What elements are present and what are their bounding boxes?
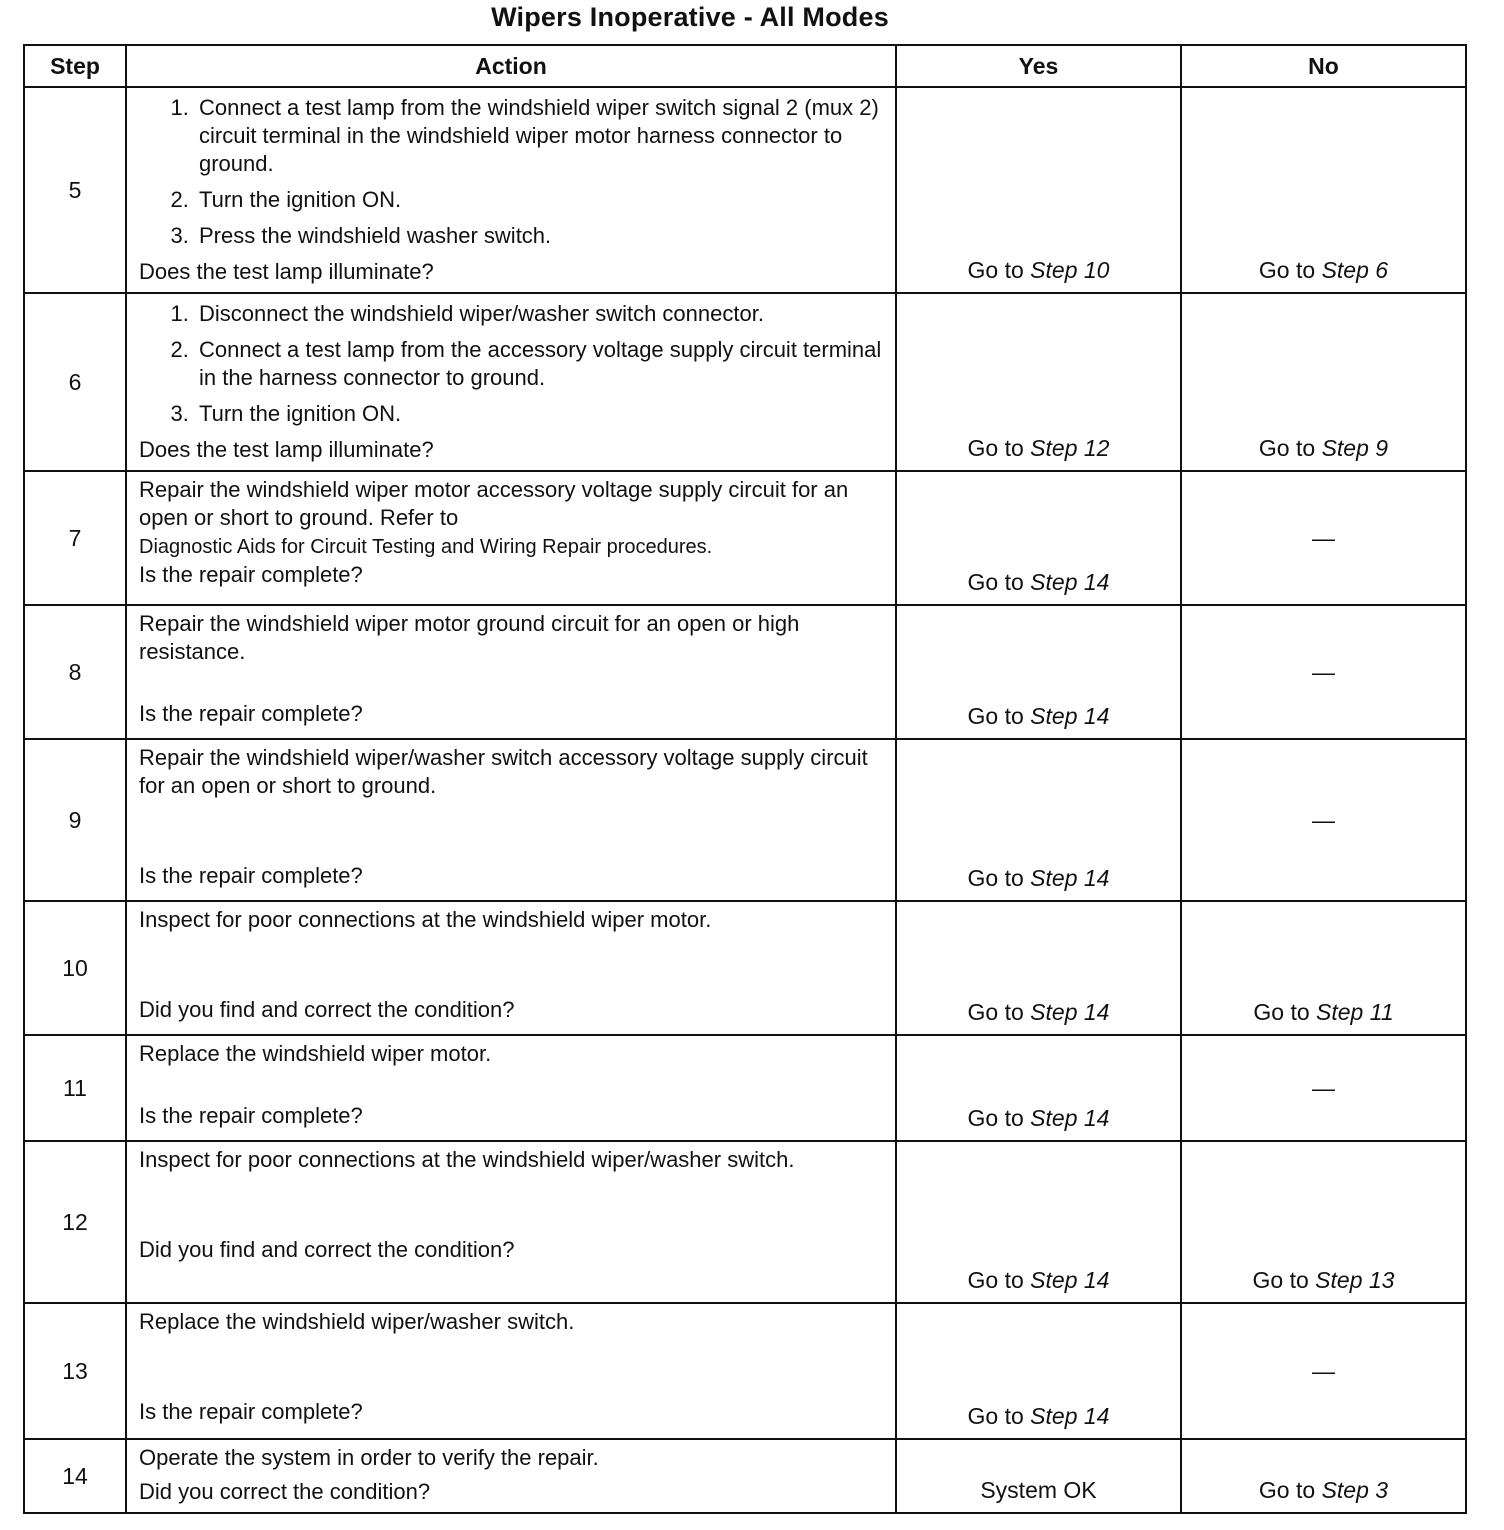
step-number: 12 xyxy=(24,1141,126,1303)
goto-prefix: Go to xyxy=(967,999,1031,1025)
table-row xyxy=(24,471,1466,605)
action-cell xyxy=(126,1303,896,1439)
goto-prefix: Go to xyxy=(967,865,1031,891)
action-text xyxy=(139,476,887,561)
reference-note: Diagnostic Aids for Circuit Testing and Wiring Repair procedures. xyxy=(139,536,713,558)
goto-prefix: Go to xyxy=(1258,435,1322,461)
no-cell xyxy=(1181,1439,1466,1513)
step-link[interactable]: Step 6 xyxy=(1321,257,1389,283)
action-list-item: 2. Connect a test lamp from the accessory voltage supply circuit terminal in the harness connector to ground. xyxy=(195,336,887,392)
header-action: Action xyxy=(126,45,896,87)
action-question: Is the repair complete? xyxy=(139,863,363,888)
action-question: Is the repair complete? xyxy=(139,1103,363,1128)
no-cell xyxy=(1181,87,1466,293)
step-link[interactable]: Step 11 xyxy=(1316,999,1394,1025)
table-row xyxy=(24,1439,1466,1513)
step-number: 7 xyxy=(24,471,126,605)
yes-cell xyxy=(896,87,1181,293)
action-question: Does the test lamp illuminate? xyxy=(139,437,434,462)
step-number: 10 xyxy=(24,901,126,1035)
action-question: Did you find and correct the condition? xyxy=(139,1237,515,1262)
step-number: 5 xyxy=(24,87,126,293)
yes-cell xyxy=(896,1035,1181,1141)
goto-prefix: Go to xyxy=(967,257,1031,283)
step-number: 11 xyxy=(24,1035,126,1141)
action-cell xyxy=(126,901,896,1035)
yes-cell xyxy=(896,605,1181,739)
no-cell xyxy=(1181,1141,1466,1303)
step-link[interactable]: Step 3 xyxy=(1321,1477,1389,1503)
action-cell xyxy=(126,1141,896,1303)
action-question: Did you correct the condition? xyxy=(139,1479,431,1504)
table-row xyxy=(24,293,1466,471)
goto-prefix: Go to xyxy=(967,1267,1031,1293)
step-link[interactable]: Step 14 xyxy=(1030,999,1110,1025)
action-text: Replace the windshield wiper/washer switch. xyxy=(139,1309,575,1334)
goto-prefix: Go to xyxy=(1252,1267,1316,1293)
goto-prefix: Go to xyxy=(967,569,1031,595)
step-link[interactable]: Step 12 xyxy=(1030,435,1110,461)
step-link[interactable]: Step 13 xyxy=(1315,1267,1395,1293)
goto-prefix: Go to xyxy=(1258,1477,1322,1503)
no-cell-dash: — xyxy=(1181,605,1466,739)
step-link[interactable]: Step 9 xyxy=(1321,435,1389,461)
no-cell xyxy=(1181,901,1466,1035)
table-row xyxy=(24,1141,1466,1303)
step-link[interactable]: Step 14 xyxy=(1030,865,1110,891)
goto-prefix: Go to xyxy=(967,1105,1031,1131)
header-no: No xyxy=(1181,45,1466,87)
yes-cell: System OK xyxy=(896,1439,1181,1513)
action-list-item: 2. Turn the ignition ON. xyxy=(195,186,887,214)
action-question: Is the repair complete? xyxy=(139,562,363,587)
goto-prefix: Go to xyxy=(967,435,1031,461)
step-number: 14 xyxy=(24,1439,126,1513)
table-row xyxy=(24,1035,1466,1141)
step-link[interactable]: Step 14 xyxy=(1030,703,1110,729)
step-link[interactable]: Step 14 xyxy=(1030,1105,1110,1131)
step-number: 9 xyxy=(24,739,126,901)
action-text: Inspect for poor connections at the windshield wiper/washer switch. xyxy=(139,1147,795,1172)
action-text: Repair the windshield wiper/washer switch accessory voltage supply circuit for an open or short to ground. xyxy=(139,745,868,798)
action-cell xyxy=(126,87,896,293)
no-cell-dash: — xyxy=(1181,1035,1466,1141)
step-number: 6 xyxy=(24,293,126,471)
action-question: Did you find and correct the condition? xyxy=(139,997,515,1022)
yes-cell xyxy=(896,471,1181,605)
no-cell xyxy=(1181,293,1466,471)
action-question: Is the repair complete? xyxy=(139,701,363,726)
yes-cell xyxy=(896,1141,1181,1303)
yes-cell xyxy=(896,901,1181,1035)
action-text: Operate the system in order to verify the repair. xyxy=(139,1445,599,1470)
action-list xyxy=(139,300,887,428)
action-text: Replace the windshield wiper motor. xyxy=(139,1041,492,1066)
table-row xyxy=(24,87,1466,293)
action-cell xyxy=(126,739,896,901)
table-row xyxy=(24,901,1466,1035)
action-list-item: 3. Turn the ignition ON. xyxy=(195,400,887,428)
no-cell-dash: — xyxy=(1181,739,1466,901)
goto-prefix: Go to xyxy=(967,1403,1031,1429)
step-link[interactable]: Step 14 xyxy=(1030,1267,1110,1293)
step-number: 13 xyxy=(24,1303,126,1439)
action-cell xyxy=(126,605,896,739)
action-question: Is the repair complete? xyxy=(139,1399,363,1424)
action-question: Does the test lamp illuminate? xyxy=(139,259,434,284)
action-cell xyxy=(126,1439,896,1513)
action-list-item: 1. Connect a test lamp from the windshield wiper switch signal 2 (mux 2) circuit terminal in the windshield wiper motor harness connector to ground. xyxy=(195,94,887,178)
yes-cell xyxy=(896,1303,1181,1439)
action-text: Repair the windshield wiper motor ground circuit for an open or high resistance. xyxy=(139,611,800,664)
page-title: Wipers Inoperative - All Modes xyxy=(491,2,889,32)
step-link[interactable]: Step 14 xyxy=(1030,569,1110,595)
table-row xyxy=(24,605,1466,739)
step-link[interactable]: Step 14 xyxy=(1030,1403,1110,1429)
goto-prefix: Go to xyxy=(967,703,1031,729)
step-number: 8 xyxy=(24,605,126,739)
step-link[interactable]: Step 10 xyxy=(1030,257,1110,283)
header-step: Step xyxy=(24,45,126,87)
diagnostic-table xyxy=(23,44,1467,1514)
action-text-main: Repair the windshield wiper motor accessory voltage supply circuit for an open or short to ground. Refer to xyxy=(139,477,849,530)
action-list xyxy=(139,94,887,250)
header-row xyxy=(24,45,1466,87)
header-yes: Yes xyxy=(896,45,1181,87)
yes-cell xyxy=(896,293,1181,471)
table-row xyxy=(24,739,1466,901)
table-row xyxy=(24,1303,1466,1439)
action-cell xyxy=(126,471,896,605)
no-cell-dash: — xyxy=(1181,471,1466,605)
action-text: Inspect for poor connections at the windshield wiper motor. xyxy=(139,907,712,932)
action-cell xyxy=(126,1035,896,1141)
goto-prefix: Go to xyxy=(1258,257,1322,283)
action-cell xyxy=(126,293,896,471)
action-list-item: 3. Press the windshield washer switch. xyxy=(195,222,887,250)
action-list-item: 1. Disconnect the windshield wiper/washer switch connector. xyxy=(195,300,887,328)
goto-prefix: Go to xyxy=(1253,999,1317,1025)
yes-cell xyxy=(896,739,1181,901)
no-cell-dash: — xyxy=(1181,1303,1466,1439)
